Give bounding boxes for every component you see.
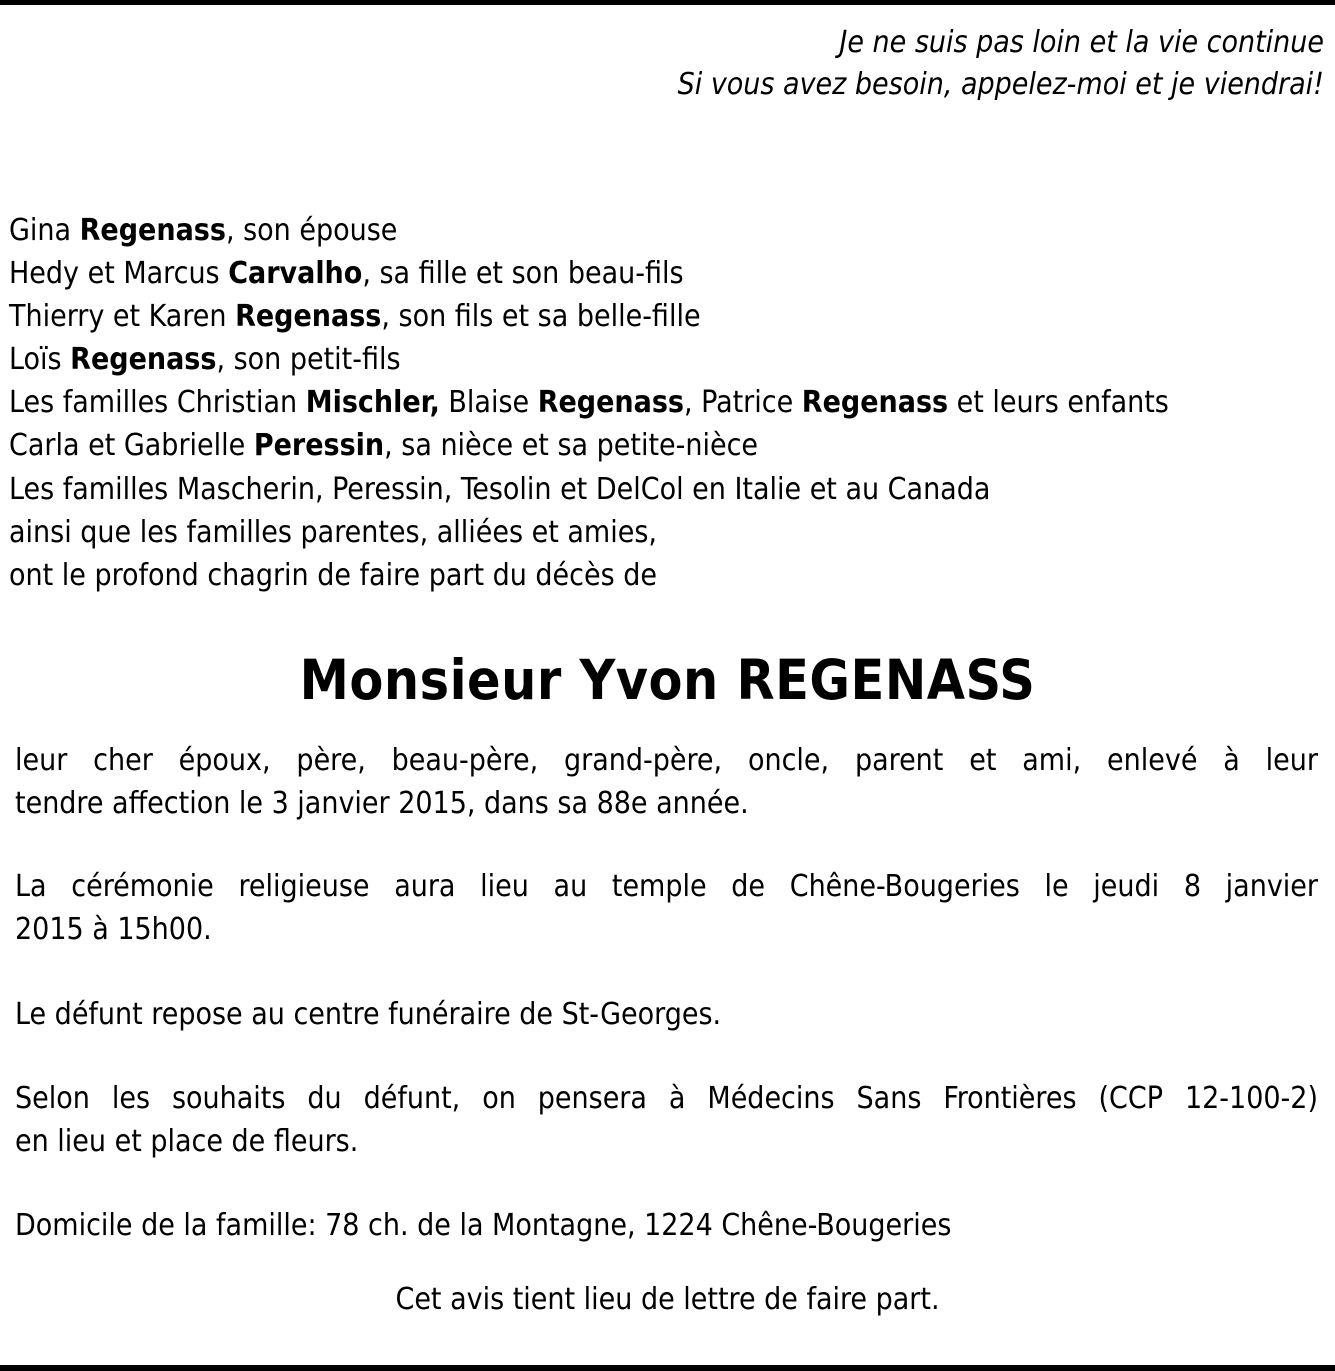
mourner-text: Hedy et Marcus	[9, 256, 229, 292]
family-name: Regenass	[537, 385, 684, 421]
mourner-text: Blaise	[439, 385, 538, 421]
intro-paragraph	[15, 739, 1318, 825]
mourner-text: et leurs enfants	[948, 385, 1169, 421]
mourner-text: , son petit-fils	[216, 342, 401, 378]
mourner-text: Carla et Gabrielle	[9, 428, 254, 464]
mourner-text: Gina	[9, 213, 80, 248]
mourner-line	[9, 424, 1169, 467]
paragraph-line: 2015 à 15h00.	[15, 912, 212, 947]
family-name: Regenass	[79, 213, 226, 248]
paragraph-line: leur cher époux, père, beau-père, grand-père, oncle, parent et ami, enlevé à leur	[15, 743, 1318, 778]
mourner-text: Loïs	[9, 342, 71, 378]
mourner-text: Les familles Mascherin, Peressin, Tesolin et DelCol en Italie et au Canada	[9, 471, 991, 507]
paragraph-line: La cérémonie religieuse aura lieu au temple de Chêne-Bougeries le jeudi 8 janvier	[15, 869, 1318, 904]
mourner-line	[9, 381, 1169, 424]
family-name: Carvalho	[228, 256, 363, 292]
mourner-text: , sa fille et son beau-fils	[362, 256, 684, 292]
epigraph-line: Si vous avez besoin, appelez-moi et je viendrai!	[677, 67, 1324, 102]
family-name: Regenass	[801, 385, 949, 421]
mourner-text: , Patrice	[684, 385, 802, 421]
mourner-text: ainsi que les familles parentes, alliées et amies,	[9, 514, 657, 550]
rest-paragraph	[15, 993, 1318, 1036]
paragraph-line: Selon les souhaits du défunt, on pensera à Médecins Sans Frontières (CCP 12-100-2)	[15, 1081, 1318, 1116]
deceased-name: Monsieur Yvon REGENASS	[299, 648, 1036, 712]
mourner-line	[9, 338, 1169, 381]
mourner-line	[9, 252, 1169, 295]
mourner-line	[9, 554, 1169, 597]
paragraph-line: Le défunt repose au centre funéraire de St-Georges.	[15, 997, 722, 1032]
mourner-line	[9, 209, 1169, 252]
mourner-text: Les familles Christian	[9, 385, 306, 421]
paragraph-line: tendre affection le 3 janvier 2015, dans sa 88e année.	[15, 786, 749, 821]
family-name: Regenass	[235, 299, 382, 335]
mourner-text: , son épouse	[225, 213, 398, 248]
home-paragraph	[15, 1204, 1318, 1247]
wishes-paragraph	[15, 1077, 1318, 1163]
family-name: Mischler,	[305, 385, 440, 421]
mourners-list	[9, 209, 1169, 597]
paragraph-line: en lieu et place de fleurs.	[15, 1124, 359, 1159]
mourner-line	[9, 468, 1169, 511]
epigraph	[678, 22, 1324, 106]
ceremony-paragraph	[15, 865, 1318, 951]
closing-note: Cet avis tient lieu de lettre de faire part.	[395, 1282, 940, 1317]
mourner-text: , sa nièce et sa petite-nièce	[384, 428, 759, 464]
family-name: Regenass	[70, 342, 217, 378]
mourner-text: ont le profond chagrin de faire part du décès de	[9, 557, 658, 593]
bottom-rule	[0, 1365, 1335, 1371]
top-rule	[0, 0, 1335, 5]
mourner-line	[9, 511, 1169, 554]
family-name: Peressin	[253, 428, 385, 464]
mourner-text: , son fils et sa belle-fille	[381, 299, 701, 335]
mourner-line	[9, 295, 1169, 338]
paragraph-line: Domicile de la famille: 78 ch. de la Montagne, 1224 Chêne-Bougeries	[15, 1208, 952, 1243]
mourner-text: Thierry et Karen	[9, 299, 236, 335]
epigraph-line: Je ne suis pas loin et la vie continue	[839, 25, 1324, 60]
